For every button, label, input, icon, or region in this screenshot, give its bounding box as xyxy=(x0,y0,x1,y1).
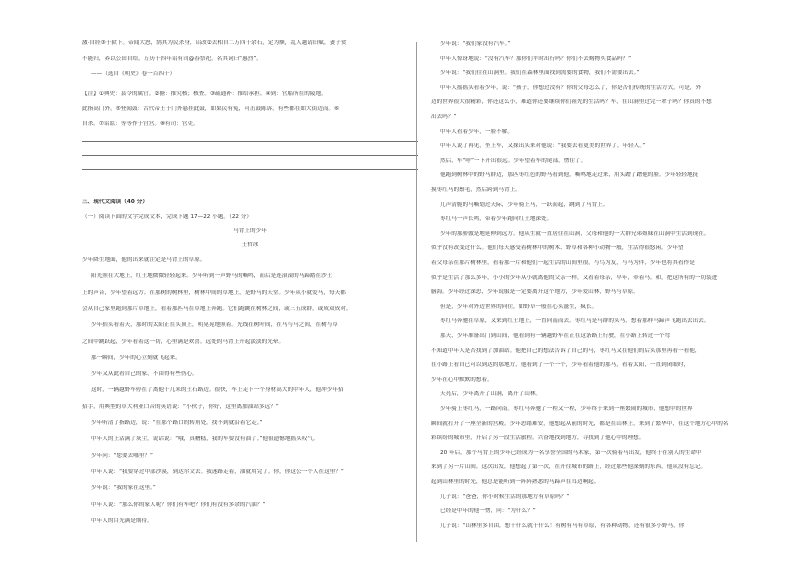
story-paragraph: 他跑到树林中的野马群边，那匹枣红色的野马看到他，嘶鸣地走过来，用头蹭了蹭他的脸。少年轻轻地抚 xyxy=(440,172,699,179)
story-paragraph: 少年说：“我的家在这里。” xyxy=(91,485,156,492)
left-column xyxy=(82,0,418,562)
story-paragraph: 然后，车“呼”一下开出很远。少年望着车的尾部，愣住了。 xyxy=(440,157,587,164)
story-paragraph: 少年抬头看着天，那时的太阳正在头顶上，明晃晃地照着。光线在树叶间，在马与马之间，在树与草 xyxy=(91,322,339,329)
story-paragraph: 中年人说了再见，坐上车，又探出头来对他说：“我要去看更美的世界了，年轻人。” xyxy=(440,143,646,150)
passage-line: 激·自经③于狱下。帝闻大怒，鹄其为民杀身，诏改②去相自二万四千余石，定为额，乱人越请旧赋，妻子贫 xyxy=(82,40,347,46)
story-paragraph: 少年骑上枣红马，一路向南。枣红马奔驰了一程又一程，少年终于来到一座繁闹的城市，他想中的世界 xyxy=(440,406,693,412)
column-divider xyxy=(416,42,417,542)
story-paragraph: 中年人看着少年，一脸不解。 xyxy=(440,128,513,135)
right-column xyxy=(431,0,767,562)
story-paragraph: 上的声音，少年望着远方。在那树的树林里，树林中间的草地上，是野马的天堂。少年从小就爱马，每天都 xyxy=(82,289,346,296)
story-paragraph: 边的世界很大很精彩，你还这么小，难道你还要继续你们祖先的生活吗？车，在山洞里过完一辈子吗？你真的不想 xyxy=(431,99,712,106)
story-paragraph: 少年说：“我们住在山洞里。我们在森林里面找到需要的食物，我们不需要出去。” xyxy=(440,70,640,77)
story-paragraph: 摸枣红马的鬃毛，然后跨到马背上。 xyxy=(431,187,521,193)
story-paragraph: 脑海。少年经过深思，少年说服是一定要离开这个地方，少年爱山林，野马与草原。 xyxy=(431,289,639,296)
story-paragraph: 不知道中年人是否找到了加油站。他把自己的想法告诉了自己的马，枣红马又在他们的后头那里再看一看他， xyxy=(431,347,701,354)
question-intro: （一）阅读下面的文字完成文本，完成下题 17—22 小题。（22 分） xyxy=(82,214,253,220)
story-paragraph: 这时，一辆越野车停在了离他十几米的土石路边。很快，车上走下一个身材高大的中年人，他冲少年招 xyxy=(91,387,344,394)
passage-line: 自杀。⑦诏监：等等作于宫宫。⑧有司：官吏。 xyxy=(82,121,199,127)
passage-line: 【注】①典史：县令的属官。②搪：推究核；核查。③疏通补：推给承担。④到：官船所在的陵地。 xyxy=(82,91,327,97)
passage-line: ——（选自《明史》卷一百四十） xyxy=(91,71,176,77)
story-paragraph: 少年降生地面，他的出来就注定是马背上的草原。 xyxy=(82,257,206,263)
story-paragraph: 起到山林里的时光，他总是能听到一阵阵熟悉的马蹄声在耳边响起。 xyxy=(431,479,600,485)
story-paragraph: 枣红马一声长鸣，带着少年跑向红土地深处。 xyxy=(440,216,553,223)
story-paragraph: 会从自己家里跑到那片草地上，看着那匹马在草地上奔跑。它们跑跳在树林之间，或三五成群，或成双成对。 xyxy=(82,305,352,312)
story-paragraph: 着父母亲在那片树林里，看着那一片和他们一起生活的山间里很，与鸟为友，与马为伴，少年也将其看作是 xyxy=(431,260,695,266)
story-paragraph: 似乎没有改变过什么。他们每天感受着树林中的树木、野草和各种小动物一般，生活得很悠闲。少年望 xyxy=(431,245,684,252)
story-paragraph: 那一瞬间，少年的心立刻就飞起来。 xyxy=(91,354,181,361)
story-paragraph: 20 年后，那个马背上的少年已经成为一名享誉全国的马术家，第一次骑着马出发，他终于在别人的生命中 xyxy=(440,449,702,456)
section-heading: 三、现代文阅读（40 分） xyxy=(82,199,148,205)
story-paragraph: 儿子说：“爸爸，你小时候生活的那地方有草原吗？” xyxy=(440,493,570,500)
story-paragraph: 中年人的上沾满了灰尘，说话说：“哦，真糟糕，我的车要没有油了。”他很遗憾地摇头叹气。 xyxy=(91,436,319,443)
story-paragraph: 来到了另一片山间。这次出发，他想起了第一次，在开往城市的路上，经过那些他深刻的东西，他从没有忘记。 xyxy=(431,464,707,471)
passage-line: 不能归，养以公田自给。万历十四年诏有司@春祭祀，名其词曰“惠烈”。 xyxy=(82,56,262,62)
story-paragraph: 少年的那骄傲是地延伸到远方。他从生就一直居住在山洞，父母和他的一大群兄弟姐妹在山洞中生活到现在。 xyxy=(440,230,710,237)
story-paragraph: 似乎是生活了那么多年，小小的少年从小就离他的父亲一样，又看着母亲，早年，牵着马。和，把这所有的一切装进 xyxy=(431,274,718,281)
answer-blank-line xyxy=(82,169,418,170)
story-paragraph: 几声清脆的马嘶划过天际，少年骑上马，一跃而起，跳到了马背上。 xyxy=(440,201,609,208)
story-paragraph: 阳光照在大地上，红土地微微轻轻起来。少年听到一声野马的嘶鸣，而后是连滚滚的马蹄踏在沙土 xyxy=(91,273,333,280)
story-paragraph: 中年人的目光满是期待。 xyxy=(91,517,153,524)
story-paragraph: 枣红马奔驰在草原，又来到红土地上，一直向南而去。枣红马是马群的头马，想着那样马蹄声飞跑出去出去。 xyxy=(440,318,710,325)
story-title: 马背上的少年 xyxy=(233,228,267,234)
story-paragraph: 但是，少年对外边世界的向往，如野草一般在心头滋生，疯长。 xyxy=(440,303,598,310)
story-paragraph: 少年在心中默默的想着。 xyxy=(431,376,493,383)
story-paragraph: 中年人说：“我要穿过中部沙漠，到达尔文去。我迷路走着，油就用完了。你，你这公一个人在这里？” xyxy=(91,468,344,475)
story-paragraph: 少年又从此看自己的家，不由得有些伤心。 xyxy=(91,371,198,378)
story-paragraph: 少年问：“您要去哪里？” xyxy=(91,452,153,459)
story-paragraph: 儿子说：“山林里多自由，想干什么就干什么！有树有马有草原，有各种动物，还有很多小野马，你 xyxy=(440,522,685,529)
story-paragraph: 招手，用典型的草大利亚口音的英语说：“小伙子，你好，这里离加油站多远？” xyxy=(82,403,279,410)
story-paragraph: 彩缤纷的城市里，开启了另一段生活旅程。兴奋地找到地方，寻找到了他心中的理想。 xyxy=(431,435,645,442)
story-paragraph: 那天，少年准备出门到山间，他看到有一辆越野车在正在这条路上行驶，在小路上转过一个弯 xyxy=(440,333,671,339)
story-author: 王哲冰 xyxy=(241,242,259,248)
story-paragraph: 已经是中年的他一愣，问：“为什么？” xyxy=(440,508,536,515)
story-paragraph: 天亮后，少年离开了山洞，离开了山林。 xyxy=(440,391,542,398)
story-paragraph: 少年听清了指路边，说：“在那个路口的转角处。找不到就沿着它走。” xyxy=(91,420,263,426)
story-paragraph: 中年人说：“那么你的家人呢？你们有车吧？你们有没有多余的汽油？” xyxy=(91,501,266,508)
passage-line: 此指高门外。⑤登闻鼓：古代帝王于门外悬挂此鼓，如果民有冤，可击鼓陈诉。有些都在如大街边而。⑥ xyxy=(82,106,340,112)
story-paragraph: 中年人摇摇头看着少年，说：“孩子，你想过没有？你的父母怎么了，你是否们传统的生活方式。可是，外 xyxy=(440,84,702,91)
story-paragraph: 中年人惊讶地说：“没有汽车？那你们平时出行吗？你们不去购物买食品吗？” xyxy=(440,55,632,62)
story-paragraph: 瞬间就打开了一座全新的宫殿。少年思绪难安，他想起从前的时光，都是在山林上，来到了繁华中，在这个地方心中的名 xyxy=(431,420,729,427)
story-paragraph: 少年说：“我们家没有汽车。” xyxy=(440,41,511,47)
story-paragraph: 在小路上看自已可以到达的那地方，他看到了一个一个，少年看着他的那马，看着太阳，一直到闭眼时， xyxy=(431,362,690,369)
story-paragraph: 出去吗？” xyxy=(431,114,457,120)
answer-blank-line xyxy=(82,155,418,156)
answer-blank-line xyxy=(82,141,418,142)
story-paragraph: 之间中跳跃起，少年看着这一切，心里满是欢喜。远处的马背上升起淡淡的光晕。 xyxy=(82,338,285,345)
